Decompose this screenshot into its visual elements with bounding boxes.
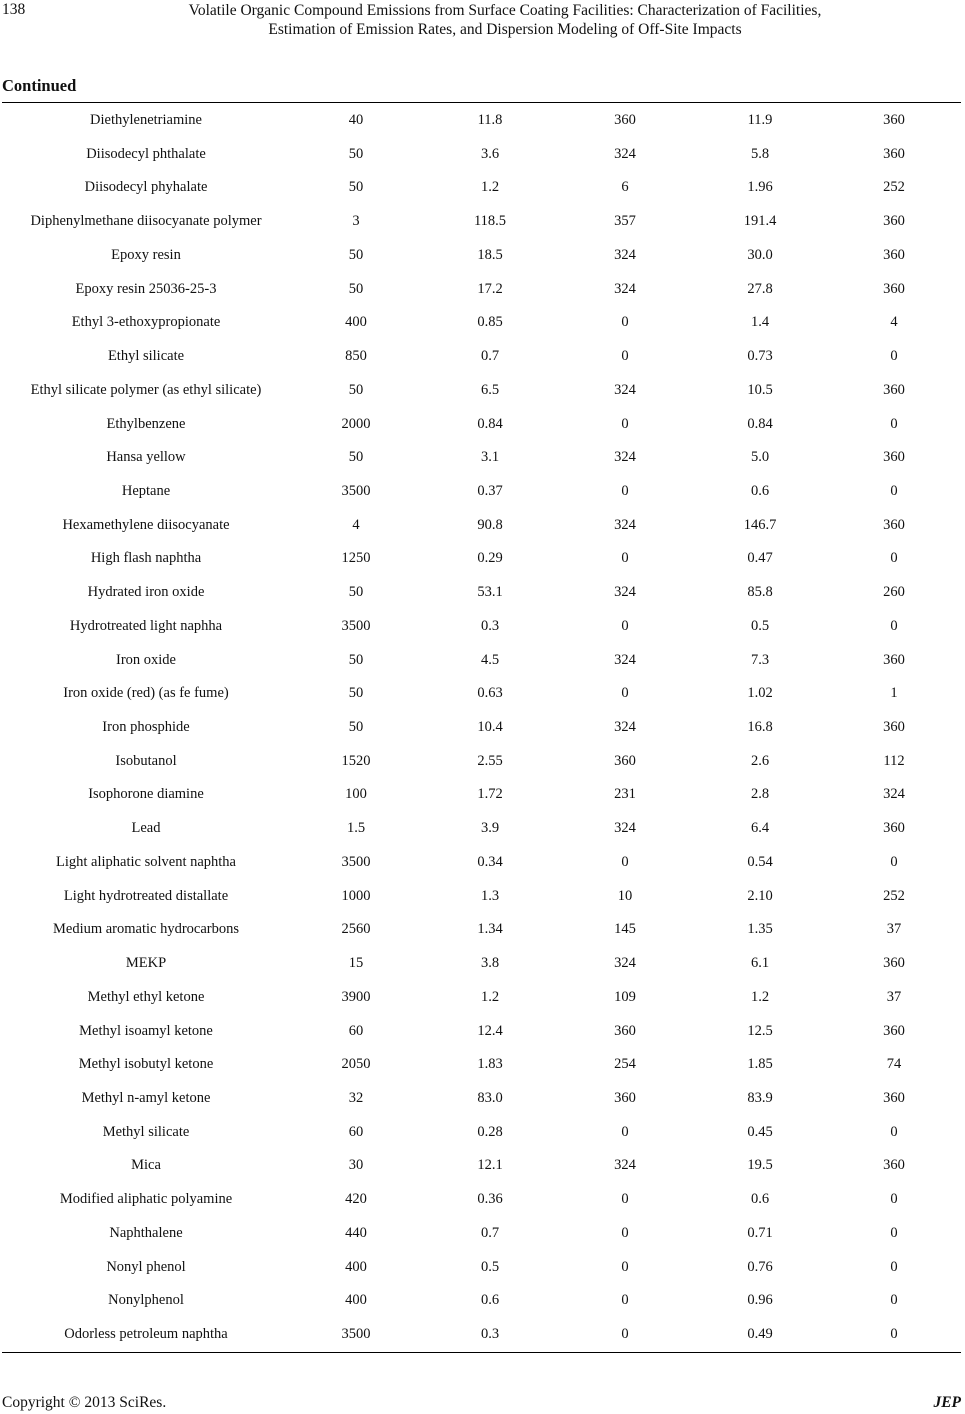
compound-name-cell: Hydrotreated light naphha [69,617,223,634]
compound-name-cell: Lead [131,820,161,837]
value-cell: 0 [890,550,898,567]
value-cell: 0 [621,482,629,499]
value-cell: 18.5 [477,246,503,263]
value-cell: 324 [614,145,636,162]
value-cell: 1250 [341,550,371,567]
table-row [0,1120,961,1144]
table-row [0,985,961,1009]
table-row [0,310,961,334]
value-cell: 1.72 [477,786,503,803]
value-cell: 0 [621,1258,629,1275]
continued-label: Continued [2,76,77,95]
value-cell: 0 [621,1326,629,1342]
value-cell: 6.1 [750,955,770,972]
value-cell: 0 [890,1191,898,1208]
value-cell: 0.45 [747,1123,773,1140]
value-cell: 1.02 [747,685,773,702]
value-cell: 37 [886,988,902,1005]
value-cell: 0.34 [477,853,503,870]
value-cell: 0.29 [477,550,503,567]
value-cell: 260 [883,584,905,601]
compound-name-cell: Odorless petroleum naphtha [64,1326,228,1342]
value-cell: 5.0 [750,449,770,466]
value-cell: 1.3 [480,887,500,904]
value-cell: 360 [883,516,905,533]
value-cell: 74 [886,1056,902,1073]
compound-name-cell: Methyl isoamyl ketone [79,1022,213,1039]
value-cell: 0.63 [477,685,503,702]
value-cell: 1.2 [480,988,500,1005]
value-cell: 1.35 [747,921,773,938]
value-cell: 145 [614,921,636,938]
value-cell: 0 [621,1123,629,1140]
compound-name-cell: Isophorone diamine [88,786,204,803]
value-cell: 0 [890,617,898,634]
value-cell: 1.5 [346,820,366,837]
value-cell: 324 [614,820,636,837]
value-cell: 85.8 [747,584,773,601]
table-row [0,715,961,739]
value-cell: 4 [352,516,360,533]
compound-name-cell: MEKP [125,955,167,972]
value-cell: 360 [883,381,905,398]
value-cell: 360 [883,1089,905,1106]
value-cell: 191.4 [743,213,777,230]
table-row [0,513,961,537]
value-cell: 50 [348,449,364,466]
value-cell: 324 [614,651,636,668]
value-cell: 324 [614,584,636,601]
table-row [0,209,961,233]
value-cell: 0.47 [747,550,773,567]
value-cell: 6.4 [750,820,770,837]
value-cell: 0.71 [747,1224,773,1241]
value-cell: 109 [614,988,636,1005]
value-cell: 231 [614,786,636,803]
value-cell: 16.8 [747,719,773,735]
value-cell: 324 [614,719,636,735]
compound-name-cell: Light hydrotreated distallate [63,887,229,904]
value-cell: 440 [345,1224,367,1241]
value-cell: 360 [883,449,905,466]
value-cell: 1.2 [480,179,500,196]
compound-name-cell: Methyl silicate [102,1123,190,1140]
compound-name-cell: Methyl isobutyl ketone [78,1056,214,1073]
footer-copyright: Copyright © 2013 SciRes. [2,1394,167,1411]
table-row [0,1255,961,1279]
value-cell: 1520 [341,752,371,769]
value-cell: 0.3 [480,1326,500,1342]
value-cell: 324 [614,955,636,972]
value-cell: 3500 [341,617,371,634]
compound-name-cell: Heptane [121,482,171,499]
value-cell: 360 [883,719,905,735]
value-cell: 0 [621,550,629,567]
value-cell: 0.85 [477,314,503,331]
compound-name-cell: Isobutanol [115,752,177,769]
value-cell: 10 [617,887,633,904]
value-cell: 1000 [341,887,371,904]
value-cell: 360 [883,213,905,230]
value-cell: 360 [883,820,905,837]
value-cell: 4 [890,314,898,331]
value-cell: 12.1 [477,1157,503,1174]
value-cell: 360 [614,1022,636,1039]
value-cell: 2050 [341,1056,371,1073]
value-cell: 17.2 [477,280,503,297]
value-cell: 0.3 [480,617,500,634]
value-cell: 252 [883,179,905,196]
page-number: 138 [2,1,26,18]
table-row [0,108,961,132]
value-cell: 2000 [341,415,371,432]
table-row [0,816,961,840]
value-cell: 1.83 [477,1056,503,1073]
value-cell: 37 [886,921,902,938]
value-cell: 360 [614,1089,636,1106]
compound-name-cell: Iron oxide (red) (as fe fume) [63,685,229,702]
value-cell: 357 [614,213,636,230]
value-cell: 850 [345,348,367,365]
value-cell: 3500 [341,853,371,870]
table-row [0,344,961,368]
compound-name-cell: Medium aromatic hydrocarbons [52,921,240,938]
value-cell: 0 [621,415,629,432]
value-cell: 0 [621,1224,629,1241]
value-cell: 0 [890,1123,898,1140]
compound-name-cell: Ethylbenzene [106,415,186,432]
table-bottom-rule [2,1352,961,1353]
compound-name-cell: Diisodecyl phthalate [86,145,206,162]
table-row [0,884,961,908]
compound-name-cell: Hydrated iron oxide [87,584,205,601]
value-cell: 0 [890,1292,898,1309]
table-row [0,175,961,199]
value-cell: 53.1 [477,584,503,601]
table-row [0,749,961,773]
value-cell: 50 [348,651,364,668]
value-cell: 50 [348,584,364,601]
value-cell: 3.9 [480,820,500,837]
value-cell: 0.6 [750,482,770,499]
value-cell: 324 [614,246,636,263]
compound-name-cell: Nonyl phenol [106,1258,186,1275]
table-row [0,378,961,402]
table-row [0,479,961,503]
value-cell: 324 [614,381,636,398]
compound-name-cell: Mica [131,1157,161,1174]
value-cell: 1 [890,685,898,702]
table-row [0,243,961,267]
table-row [0,546,961,570]
compound-name-cell: Ethyl silicate polymer (as ethyl silicate) [30,381,262,398]
table-row [0,951,961,975]
value-cell: 360 [883,112,905,128]
table-row [0,850,961,874]
table-row [0,782,961,806]
value-cell: 0.6 [480,1292,500,1309]
value-cell: 360 [614,752,636,769]
compound-name-cell: Hexamethylene diisocyanate [62,516,230,533]
table-row [0,1019,961,1043]
table-row [0,412,961,436]
compound-name-cell: Epoxy resin 25036-25-3 [75,280,217,297]
value-cell: 360 [883,955,905,972]
value-cell: 90.8 [477,516,503,533]
value-cell: 3.6 [480,145,500,162]
running-head-line-1: Volatile Organic Compound Emissions from Surface Coating Facilities: Characterization of Facilities, [188,2,822,19]
value-cell: 7.3 [750,651,770,668]
compound-name-cell: Naphthalene [109,1224,183,1241]
value-cell: 0.7 [480,348,500,365]
table-row [0,917,961,941]
compound-name-cell: Iron phosphide [102,719,190,735]
value-cell: 0.37 [477,482,503,499]
value-cell: 0.73 [747,348,773,365]
value-cell: 0.54 [747,853,773,870]
value-cell: 6 [621,179,629,196]
running-head-line-2: Estimation of Emission Rates, and Dispersion Modeling of Off-Site Impacts [268,21,742,38]
table-row [0,277,961,301]
table-row [0,580,961,604]
value-cell: 0 [890,348,898,365]
value-cell: 360 [883,1157,905,1174]
compound-name-cell: Ethyl silicate [107,348,185,365]
value-cell: 30 [348,1157,364,1174]
value-cell: 400 [345,1258,367,1275]
value-cell: 324 [883,786,905,803]
value-cell: 3900 [341,988,371,1005]
value-cell: 50 [348,685,364,702]
value-cell: 118.5 [473,213,507,230]
table-row [0,1288,961,1312]
value-cell: 0 [890,1224,898,1241]
compound-name-cell: High flash naphtha [90,550,202,567]
value-cell: 50 [348,246,364,263]
value-cell: 10.4 [477,719,503,735]
value-cell: 324 [614,1157,636,1174]
value-cell: 112 [883,752,905,769]
value-cell: 12.5 [747,1022,773,1039]
value-cell: 0 [890,482,898,499]
compound-name-cell: Nonylphenol [108,1292,184,1309]
compound-name-cell: Diethylenetriamine [90,112,202,128]
running-head [60,1,950,39]
value-cell: 0.84 [747,415,773,432]
footer-journal: JEP [933,1394,961,1411]
table-row [0,1187,961,1211]
value-cell: 3500 [341,482,371,499]
table-row [0,681,961,705]
value-cell: 360 [883,651,905,668]
value-cell: 3.1 [480,449,500,466]
value-cell: 0 [621,1292,629,1309]
value-cell: 1.4 [750,314,770,331]
value-cell: 0 [890,1258,898,1275]
value-cell: 0 [621,853,629,870]
value-cell: 360 [883,246,905,263]
value-cell: 32 [348,1089,364,1106]
table-row [0,1322,961,1346]
value-cell: 4.5 [480,651,500,668]
value-cell: 100 [345,786,367,803]
value-cell: 50 [348,719,364,735]
value-cell: 254 [614,1056,636,1073]
value-cell: 0.96 [747,1292,773,1309]
value-cell: 0 [621,685,629,702]
compound-name-cell: Methyl n-amyl ketone [81,1089,211,1106]
value-cell: 2.6 [750,752,770,769]
value-cell: 3 [352,213,360,230]
table-row [0,1153,961,1177]
value-cell: 0.28 [477,1123,503,1140]
value-cell: 50 [348,179,364,196]
value-cell: 50 [348,381,364,398]
value-cell: 83.0 [477,1089,503,1106]
value-cell: 60 [348,1022,364,1039]
value-cell: 50 [348,145,364,162]
value-cell: 0 [621,348,629,365]
value-cell: 0 [890,415,898,432]
table-row [0,648,961,672]
compound-name-cell: Hansa yellow [106,449,186,466]
value-cell: 5.8 [750,145,770,162]
value-cell: 0 [621,1191,629,1208]
table-row [0,1052,961,1076]
value-cell: 27.8 [747,280,773,297]
value-cell: 0.5 [750,617,770,634]
value-cell: 2.55 [477,752,503,769]
table-row [0,142,961,166]
value-cell: 1.34 [477,921,503,938]
value-cell: 324 [614,516,636,533]
value-cell: 50 [348,280,364,297]
value-cell: 2.8 [750,786,770,803]
value-cell: 1.96 [747,179,773,196]
value-cell: 360 [883,145,905,162]
value-cell: 0.36 [477,1191,503,1208]
data-table [0,103,961,1352]
value-cell: 30.0 [747,246,773,263]
compound-name-cell: Diisodecyl phyhalate [84,179,208,196]
value-cell: 1.85 [747,1056,773,1073]
value-cell: 360 [614,112,636,128]
value-cell: 324 [614,280,636,297]
value-cell: 0 [621,617,629,634]
value-cell: 1.2 [750,988,770,1005]
table-row [0,1221,961,1245]
value-cell: 360 [883,1022,905,1039]
value-cell: 0.7 [480,1224,500,1241]
value-cell: 0.5 [480,1258,500,1275]
value-cell: 0 [621,314,629,331]
table-row [0,445,961,469]
value-cell: 0 [890,1326,898,1342]
value-cell: 2.10 [747,887,773,904]
value-cell: 400 [345,1292,367,1309]
value-cell: 12.4 [477,1022,503,1039]
compound-name-cell: Methyl ethyl ketone [87,988,205,1005]
value-cell: 19.5 [747,1157,773,1174]
value-cell: 2560 [341,921,371,938]
value-cell: 324 [614,449,636,466]
value-cell: 83.9 [747,1089,773,1106]
value-cell: 252 [883,887,905,904]
value-cell: 11.8 [477,112,503,128]
compound-name-cell: Epoxy resin [111,246,181,263]
table-row [0,1086,961,1110]
compound-name-cell: Iron oxide [116,651,176,668]
value-cell: 15 [348,955,364,972]
value-cell: 146.7 [743,516,777,533]
compound-name-cell: Ethyl 3-ethoxypropionate [71,314,221,331]
value-cell: 3500 [341,1326,371,1342]
compound-name-cell: Diphenylmethane diisocyanate polymer [30,213,262,230]
value-cell: 420 [345,1191,367,1208]
value-cell: 3.8 [480,955,500,972]
value-cell: 400 [345,314,367,331]
table-row [0,614,961,638]
value-cell: 11.9 [747,112,773,128]
value-cell: 0.84 [477,415,503,432]
value-cell: 360 [883,280,905,297]
value-cell: 0.6 [750,1191,770,1208]
value-cell: 6.5 [480,381,500,398]
compound-name-cell: Modified aliphatic polyamine [59,1191,233,1208]
value-cell: 10.5 [747,381,773,398]
value-cell: 60 [348,1123,364,1140]
value-cell: 40 [348,112,364,128]
compound-name-cell: Light aliphatic solvent naphtha [56,853,236,870]
value-cell: 0 [890,853,898,870]
value-cell: 0.49 [747,1326,773,1342]
value-cell: 0.76 [747,1258,773,1275]
